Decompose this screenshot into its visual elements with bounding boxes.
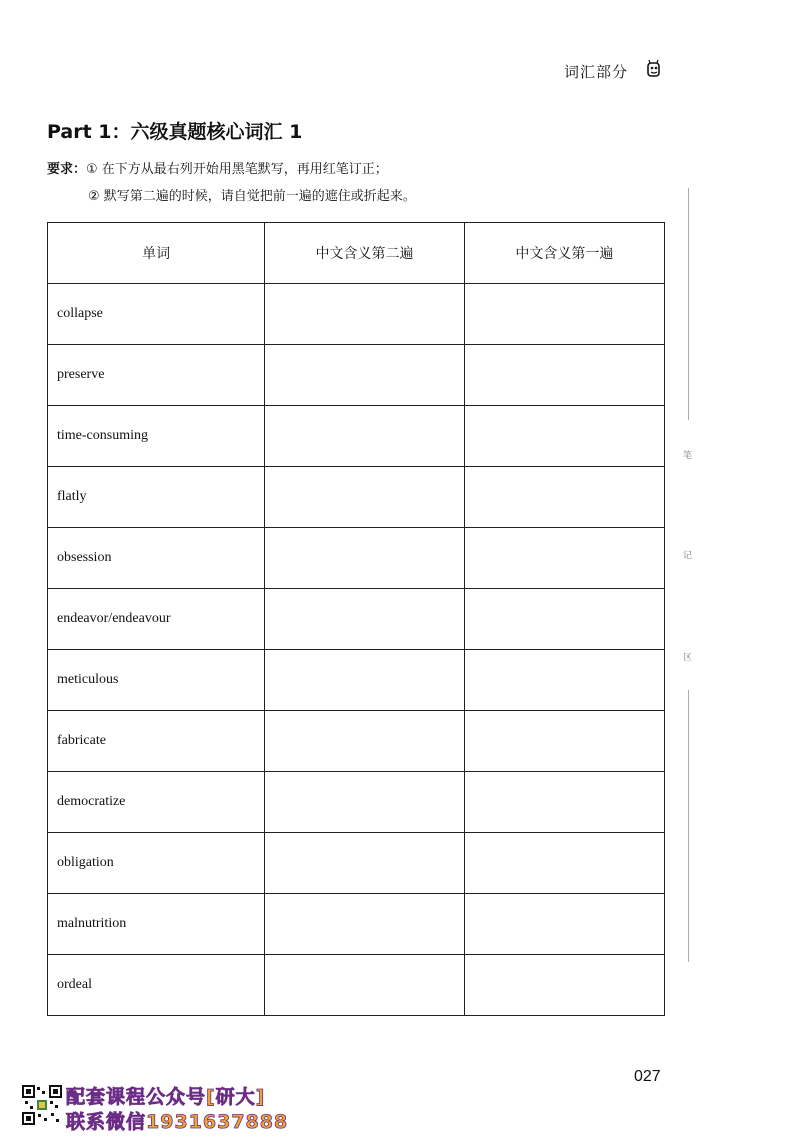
- notes-label-char: 区: [683, 653, 693, 663]
- meaning-second-cell[interactable]: [265, 711, 464, 772]
- promo-line-1: 配套课程公众号[研大]: [66, 1086, 266, 1108]
- word-cell: obligation: [48, 833, 265, 894]
- vocabulary-table: [47, 222, 665, 1016]
- word-cell: malnutrition: [48, 894, 265, 955]
- table-header-row: [48, 223, 665, 284]
- table-row: [48, 589, 665, 650]
- meaning-second-cell[interactable]: [265, 284, 464, 345]
- word-cell: obsession: [48, 528, 265, 589]
- word-cell: flatly: [48, 467, 265, 528]
- meaning-first-cell[interactable]: [464, 345, 664, 406]
- word-cell: endeavor/endeavour: [48, 589, 265, 650]
- table-row: [48, 345, 665, 406]
- header-meaning-first: 中文含义第一遍: [464, 223, 664, 284]
- meaning-second-cell[interactable]: [265, 894, 464, 955]
- meaning-first-cell[interactable]: [464, 711, 664, 772]
- header-word: 单词: [48, 223, 265, 284]
- meaning-first-cell[interactable]: [464, 589, 664, 650]
- qr-code-icon: [22, 1085, 62, 1125]
- word-cell: democratize: [48, 772, 265, 833]
- requirement-line-2: ② 默写第二遍的时候，请自觉把前一遍的遮住或折起来。: [88, 189, 416, 204]
- meaning-second-cell[interactable]: [265, 528, 464, 589]
- table-row: [48, 284, 665, 345]
- requirement-text-1: ① 在下方从最右列开始用黑笔默写，再用红笔订正；: [86, 162, 388, 177]
- meaning-first-cell[interactable]: [464, 406, 664, 467]
- word-cell: time-consuming: [48, 406, 265, 467]
- table-row: [48, 467, 665, 528]
- table-row: [48, 650, 665, 711]
- meaning-second-cell[interactable]: [265, 772, 464, 833]
- notes-divider: [688, 690, 689, 962]
- header-meaning-second: 中文含义第二遍: [265, 223, 464, 284]
- notes-label-char: 笔: [683, 451, 693, 461]
- meaning-first-cell[interactable]: [464, 467, 664, 528]
- meaning-first-cell[interactable]: [464, 894, 664, 955]
- meaning-second-cell[interactable]: [265, 345, 464, 406]
- meaning-first-cell[interactable]: [464, 284, 664, 345]
- word-cell: preserve: [48, 345, 265, 406]
- word-cell: collapse: [48, 284, 265, 345]
- meaning-first-cell[interactable]: [464, 528, 664, 589]
- meaning-second-cell[interactable]: [265, 833, 464, 894]
- table-row: [48, 711, 665, 772]
- table-row: [48, 955, 665, 1016]
- word-cell: meticulous: [48, 650, 265, 711]
- table-row: [48, 406, 665, 467]
- promo-line-2: 联系微信1931637888: [66, 1111, 289, 1133]
- word-cell: fabricate: [48, 711, 265, 772]
- meaning-first-cell[interactable]: [464, 650, 664, 711]
- notes-label-char: 记: [683, 551, 693, 561]
- meaning-first-cell[interactable]: [464, 955, 664, 1016]
- meaning-second-cell[interactable]: [265, 955, 464, 1016]
- requirement-line-1: [47, 158, 388, 177]
- meaning-second-cell[interactable]: [265, 467, 464, 528]
- mascot-icon: [646, 60, 662, 78]
- meaning-second-cell[interactable]: [265, 589, 464, 650]
- meaning-first-cell[interactable]: [464, 772, 664, 833]
- word-cell: ordeal: [48, 955, 265, 1016]
- notes-divider: [688, 188, 689, 420]
- table-row: [48, 772, 665, 833]
- table-row: [48, 833, 665, 894]
- meaning-second-cell[interactable]: [265, 650, 464, 711]
- requirement-label: 要求：: [47, 162, 87, 177]
- part-title: Part 1：六级真题核心词汇 1: [47, 121, 303, 143]
- meaning-second-cell[interactable]: [265, 406, 464, 467]
- meaning-first-cell[interactable]: [464, 833, 664, 894]
- page-number: 027: [634, 1068, 661, 1085]
- section-title: 词汇部分: [563, 63, 628, 81]
- table-row: [48, 894, 665, 955]
- table-row: [48, 528, 665, 589]
